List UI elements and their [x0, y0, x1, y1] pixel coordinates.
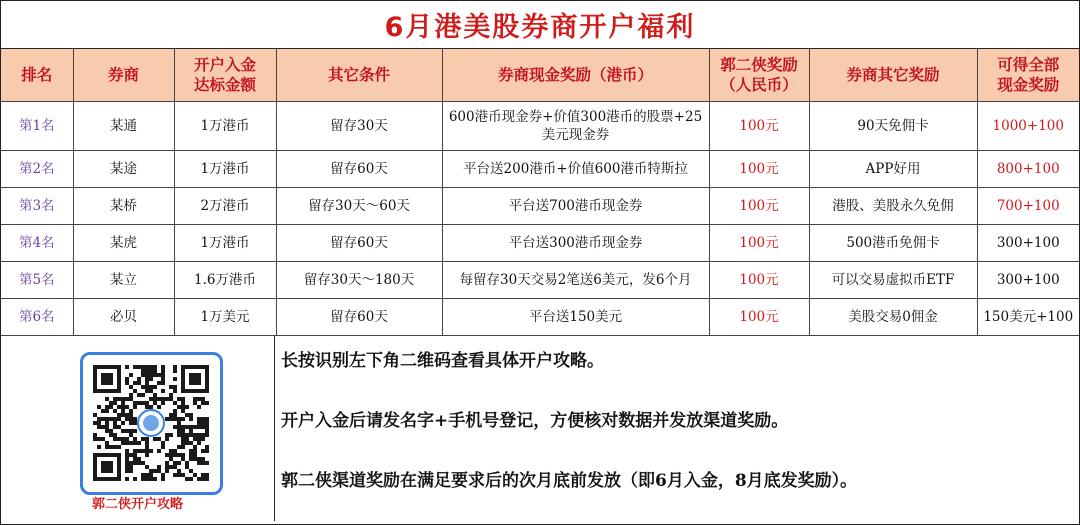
- note-line: 郭二侠渠道奖励在满足要求后的次月底前发放（即6月入金，8月底发奖励）。: [281, 471, 858, 491]
- broker-cell: 某虎: [73, 225, 174, 262]
- cash-cell: 每留存30天交易2笔送6美元，发6个月: [442, 262, 709, 299]
- header-broker: 券商: [73, 49, 174, 102]
- condition-cell: 留存30天～180天: [276, 262, 442, 299]
- table-row: [1, 299, 1079, 336]
- cash-cell: 平台送700港币现金券: [442, 188, 709, 225]
- rank-cell: 第1名: [1, 102, 73, 151]
- total-cell: 300+100: [977, 262, 1079, 299]
- qr-code-frame[interactable]: [80, 352, 223, 495]
- table-row: [1, 188, 1079, 225]
- qr-code-icon: [83, 355, 220, 492]
- condition-cell: 留存30天～60天: [276, 188, 442, 225]
- total-cell: 800+100: [977, 151, 1079, 188]
- other-reward-cell: 美股交易0佣金: [809, 299, 977, 336]
- condition-cell: 留存60天: [276, 299, 442, 336]
- deposit-cell: 1万港币: [174, 102, 276, 151]
- cash-cell: 平台送200港币+价值600港币特斯拉: [442, 151, 709, 188]
- deposit-cell: 2万港币: [174, 188, 276, 225]
- broker-cell: 某途: [73, 151, 174, 188]
- notes-panel: [275, 336, 1079, 521]
- header-total: 可得全部 现金奖励: [977, 49, 1079, 102]
- guo-reward-cell: 100元: [709, 225, 809, 262]
- condition-cell: 留存30天: [276, 102, 442, 151]
- header-other: 券商其它奖励: [809, 49, 977, 102]
- qr-caption: 郭二侠开户攻略: [91, 497, 183, 512]
- page-title: 6月港美股券商开户福利: [384, 12, 696, 43]
- total-cell: 300+100: [977, 225, 1079, 262]
- condition-cell: 留存60天: [276, 151, 442, 188]
- qr-panel: [1, 336, 275, 521]
- cash-cell: 平台送150美元: [442, 299, 709, 336]
- note-line: 长按识别左下角二维码查看具体开户攻略。: [281, 351, 604, 371]
- guo-reward-cell: 100元: [709, 102, 809, 151]
- total-cell: 700+100: [977, 188, 1079, 225]
- rank-cell: 第4名: [1, 225, 73, 262]
- deposit-cell: 1.6万港币: [174, 262, 276, 299]
- broker-cell: 某通: [73, 102, 174, 151]
- header-rank: 排名: [1, 49, 73, 102]
- header-guo: 郭二侠奖励 （人民币）: [709, 49, 809, 102]
- guo-reward-cell: 100元: [709, 151, 809, 188]
- condition-cell: 留存60天: [276, 225, 442, 262]
- other-reward-cell: 可以交易虚拟币ETF: [809, 262, 977, 299]
- cash-cell: 平台送300港币现金券: [442, 225, 709, 262]
- guo-reward-cell: 100元: [709, 188, 809, 225]
- other-reward-cell: 港股、美股永久免佣: [809, 188, 977, 225]
- table-row: [1, 262, 1079, 299]
- other-reward-cell: APP好用: [809, 151, 977, 188]
- rank-cell: 第3名: [1, 188, 73, 225]
- deposit-cell: 1万港币: [174, 225, 276, 262]
- note-line: 开户入金后请发名字+手机号登记，方便核对数据并发放渠道奖励。: [281, 411, 789, 431]
- total-cell: 1000+100: [977, 102, 1079, 151]
- table-row: [1, 225, 1079, 262]
- header-deposit: 开户入金 达标金额: [174, 49, 276, 102]
- other-reward-cell: 90天免佣卡: [809, 102, 977, 151]
- guo-reward-cell: 100元: [709, 299, 809, 336]
- footer-section: [1, 336, 1079, 521]
- table-row: [1, 151, 1079, 188]
- header-condition: 其它条件: [276, 49, 442, 102]
- guo-reward-cell: 100元: [709, 262, 809, 299]
- table-row: [1, 102, 1079, 151]
- title-bar: [1, 1, 1079, 49]
- deposit-cell: 1万港币: [174, 151, 276, 188]
- rank-cell: 第5名: [1, 262, 73, 299]
- total-cell: 150美元+100: [977, 299, 1079, 336]
- rank-cell: 第6名: [1, 299, 73, 336]
- header-row: [1, 49, 1079, 102]
- header-cash: 券商现金奖励（港币）: [442, 49, 709, 102]
- cash-cell: 600港币现金券+价值300港币的股票+25美元现金券: [442, 102, 709, 151]
- broker-table: [1, 49, 1079, 336]
- other-reward-cell: 500港币免佣卡: [809, 225, 977, 262]
- deposit-cell: 1万美元: [174, 299, 276, 336]
- broker-cell: 某立: [73, 262, 174, 299]
- rank-cell: 第2名: [1, 151, 73, 188]
- broker-cell: 必贝: [73, 299, 174, 336]
- broker-cell: 某桥: [73, 188, 174, 225]
